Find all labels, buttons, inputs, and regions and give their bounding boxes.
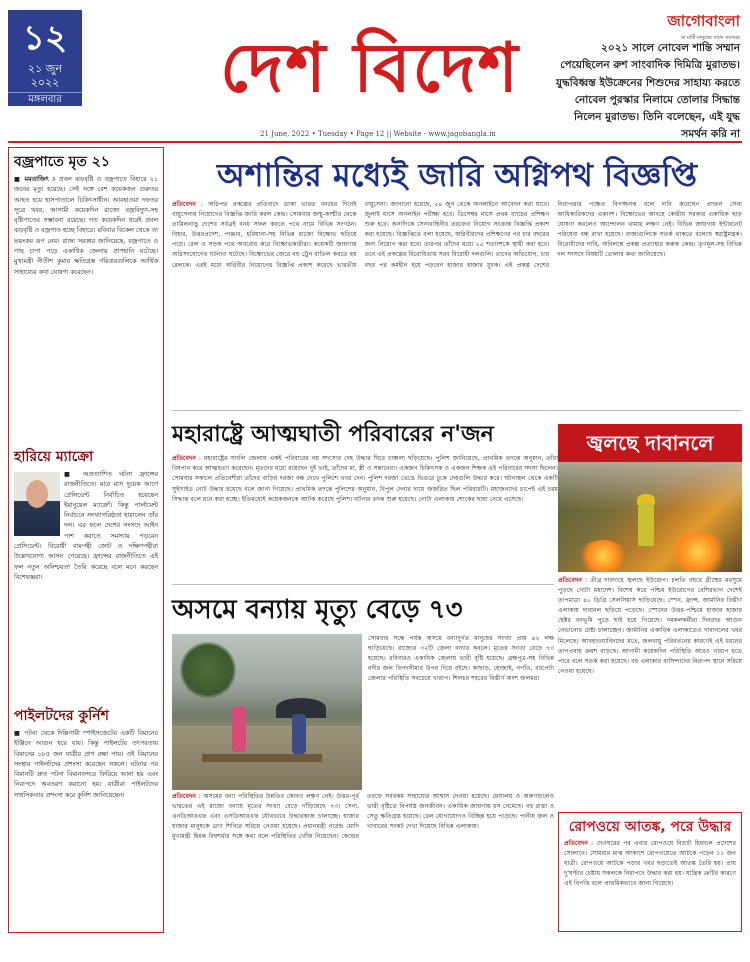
assam-body: অসমের বন্যা পরিস্থিতির উন্নতির কোনও লক্ষণ নেই। উত্তর-পূর্ব ভারতের এই রাজ্যে বন্যায় মৃতের সংখ্যা বেড়ে দাঁড়িয়েছে ৭৩। সেনা, এনডিআরএফ এবং এসডিআরএফ যৌথভাবে উদ্ধারকাজ চালাচ্ছে। হাজার হাজার মানুষকে ত্রাণ শিবিরে সরিয়ে নেওয়া হয়েছে। প্রধানমন্ত্রী নরেন্দ্র মোদি মুখ্যমন্ত্রী হিমন্ত বিশ্বশর্মার সঙ্গে কথা বলে পরিস্থিতির খোঁজ নিয়েছেন। কেন্দ্রের তরফে সবরকম সাহায্যের আশ্বাস দেওয়া হয়েছে। মেঘালয় ও অরুণাচলেও ভারী বৃষ্টিতে বিপর্যস্ত জনজীবন। একাধিক জায়গায় ধস নেমেছে। বহু রাস্তা ও সেতু ক্ষতিগ্রস্ত হয়েছে। রেল যোগাযোগও বিচ্ছিন্ন হয়ে পড়েছে। পানীয় জল ও খাবারের সংকট দেখা দিয়েছে বিভিন্ন এলাকায়। [172,793,554,841]
pilots-body: পটনা থেকে দিল্লিগামী স্পাইসজেটের একটি বিমানের ইঞ্জিনে আগুন ধরে যায়। কিন্তু পাইলটের তৎপরতায় বিমানের ১৮৫ জন যাত্রীর প্রাণ রক্ষা পায়। ওই বিমানের সংস্থার পাইলটদের প্রশংসা করেছেন সকলে। ঘটনার পর বিমানটি দ্রুত পটনা বিমানবন্দরে ফিরিয়ে আনা হয় এবং নিরাপদে অবতরণ করানো হয়। যাত্রীরা পাইলটদের সাহসিকতার প্রশংসা করে কুর্নিশ জানিয়েছেন। [14,730,158,799]
assam-right-text: সোমবার সন্ধে পর্যন্ত অসমে বন্যাদুর্গত মানুষের সংখ্যা প্রায় ৪২ লক্ষ ছাড়িয়েছে। রাজ্যের ৩২টি জেলা বন্যার কবলে। মৃতের সংখ্যা বেড়ে ৭৩ হয়েছে। রবিবারও একাধিক জেলায় ভারী বৃষ্টি হয়েছে। ব্রহ্মপুত্র-সহ বিভিন্ন নদীর জল বিপদসীমার উপর দিয়ে বইছে। কাছাড়, হোজাই, নগাঁও, বরপেটা জেলার পরিস্থিতি সবচেয়ে খারাপ। শিলচর শহরের বিস্তীর্ণ অংশ জলমগ্ন। [368,635,554,683]
divider [172,410,742,411]
tree [178,642,238,698]
brand-tagline: মা মাটি মানুষের সাথে সবসময় [681,35,740,41]
wildfire-title: জ্বলছে দাবানলে [558,424,742,462]
flame [578,540,628,572]
header-teaser: ২০২১ সালে নোবেল শান্তি সম্মান পেয়েছিলেন রুশ সাংবাদিক দিমিত্রি মুরাতভ। যুদ্ধবিধ্বস্ত ইউক্রেনের শিশুদের সাহায্য করতে নোবেল পুরস্কার নিলামে তোলার সিদ্ধান্ত নিলেন মুরাতভ। তিনি বলেছেন, এই যুদ্ধ সমর্থন করি না [556,42,740,141]
assam-bottom-text: প্রতিবেদন : অসমের বন্যা পরিস্থিতির উন্নতির কোনও লক্ষণ নেই। উত্তর-পূর্ব ভারতের এই রাজ্যে বন্যায় মৃতের সংখ্যা বেড়ে দাঁড়িয়েছে ৭৩। সেনা, এনডিআরএফ এবং এসডিআরএফ যৌথভাবে উদ্ধারকাজ চালাচ্ছে। হাজার হাজার মানুষকে ত্রাণ শিবিরে সরিয়ে নেওয়া হয়েছে। প্রধানমন্ত্রী নরেন্দ্র মোদি মুখ্যমন্ত্রী হিমন্ত বিশ্বশর্মার সঙ্গে কথা বলে পরিস্থিতির খোঁজ নিয়েছেন। কেন্দ্রের তরফে সবরকম সাহায্যের আশ্বাস দেওয়া হয়েছে। মেঘালয় ও অরুণাচলেও ভারী বৃষ্টিতে বিপর্যস্ত জনজীবন। একাধিক জায়গায় ধস নেমেছে। বহু রাস্তা ও সেতু ক্ষতিগ্রস্ত হয়েছে। রেল যোগাযোগও বিচ্ছিন্ন হয়ে পড়েছে। পানীয় জল ও খাবারের সংকট দেখা দিয়েছে বিভিন্ন এলাকায়। [172,793,554,841]
maharashtra-label: প্রতিবেদন [172,455,196,462]
wildfire-text: প্রতিবেদন : তীব্র দাবদাহে জ্বলছে ইউরোপ। চলতি বছরে গ্রীষ্মের মরসুমে পুড়ছে গোটা মহাদেশ। বিশেষ করে পশ্চিম ইউরোপের বেশিরভাগ দেশেই তাপমাত্রা ৪০ ডিগ্রি সেলসিয়াস ছাড়িয়েছে। স্পেন, ফ্রান্স, জার্মানির বিস্তীর্ণ এলাকায় দাবানল ছড়িয়ে পড়েছে। স্পেনের উত্তর-পশ্চিমে হাজার হাজার হেক্টর বনভূমি পুড়ে ছাই হয়ে গিয়েছে। দমকলকর্মীরা দিনরাত আগুন নেভানোর চেষ্টা চালাচ্ছেন। জার্মানির একাধিক এলাকাতেও দাবানলের খবর মিলেছে। আবহাওয়াবিদদের মতে, জলবায়ু পরিবর্তনের কারণেই এই ধরনের তাপপ্রবাহ ক্রমশ বাড়ছে। আগামী কয়েকদিন পরিস্থিতি আরও খারাপ হতে পারে বলে সতর্ক করা হয়েছে। বহু এলাকার বাসিন্দাদের নিরাপদ স্থানে সরিয়ে নেওয়া হয়েছে। [558,577,742,675]
date-year: ২০২২ [30,76,60,89]
raft [202,754,322,762]
thunder-text: ■ মমতাজিৎ ॥ প্রবল ঝড়বৃষ্টি ও বজ্রপাতে বিহারে ২১ জনের মৃত্যু হয়েছে। সেই সঙ্গে বেশ কয়েকজন গুরুতর আহত হয়ে হাসপাতালে চিকিৎসাধীন। আবহাওয়া দফতর সূত্রে খবর, আগামী কয়েকদিন রাজ্যে বজ্রবিদ্যুৎ-সহ বৃষ্টিপাতের সম্ভাবনা রয়েছে। গত কয়েকদিন ধরেই প্রবল ঝড়বৃষ্টি ও বজ্রপাত হচ্ছে বিহারে। রবিবার বিকেল থেকে তা ভয়ংকর রূপ নেয়। রাজ্য সরকার জানিয়েছে, বজ্রপাতে ও গাছ চাপা পড়ে একাধিক জেলায় প্রাণহানি ঘটেছে। মুখ্যমন্ত্রী নীতীশ কুমার ক্ষতিগ্রস্ত পরিবারগুলিকে আর্থিক সাহায্যের কথা ঘোষণা করেছেন। [14,176,158,276]
wildfire-photo [558,462,742,572]
wildfire-body: তীব্র দাবদাহে জ্বলছে ইউরোপ। চলতি বছরে গ্রীষ্মের মরসুমে পুড়ছে গোটা মহাদেশ। বিশেষ করে পশ্চিম ইউরোপের বেশিরভাগ দেশেই তাপমাত্রা ৪০ ডিগ্রি সেলসিয়াস ছাড়িয়েছে। স্পেন, ফ্রান্স, জার্মানির বিস্তীর্ণ এলাকায় দাবানল ছড়িয়ে পড়েছে। স্পেনের উত্তর-পশ্চিমে হাজার হাজার হেক্টর বনভূমি পুড়ে ছাই হয়ে গিয়েছে। দমকলকর্মীরা দিনরাত আগুন নেভানোর চেষ্টা চালাচ্ছেন। জার্মানির একাধিক এলাকাতেও দাবানলের খবর মিলেছে। আবহাওয়াবিদদের মতে, জলবায়ু পরিবর্তনের কারণেই এই ধরনের তাপপ্রবাহ ক্রমশ বাড়ছে। আগামী কয়েকদিন পরিস্থিতি আরও খারাপ হতে পারে বলে সতর্ক করা হয়েছে। বহু এলাকার বাসিন্দাদের নিরাপদ স্থানে সরিয়ে নেওয়া হয়েছে। [558,577,742,675]
thunder-title: বজ্রপাতে মৃত ২১ [14,154,110,170]
divider [172,584,554,585]
thunder-label: মমতাজিৎ [24,176,49,183]
agnipath-body: অগ্নিপথ প্রকল্পের প্রতিবাদে ডাকা ভারত বনধের দিনেই বায়ুসেনায় নিয়োগের বিজ্ঞপ্তি জারি করল কেন্দ্র। সোমবার জম্মু-কাশ্মীর থেকে তামিলনাড়ু দেশের সর্বত্রই বনধ সফল করতে পথে নামে বিভিন্ন সংগঠন। বিহার, উত্তরপ্রদেশ, পাঞ্জাব, হরিয়ানা-সহ বিভিন্ন রাজ্যে বিক্ষোভ ছড়িয়ে পড়ে। রেল ও সড়ক পথে অবরোধ করে বিক্ষোভকারীরা। কয়েকটি জায়গায় অগ্নিসংযোগের ঘটনাও ঘটেছে। বিক্ষোভের জেরে বহু ট্রেন বাতিল করতে হয় রেলকে। এরই মধ্যে অগ্নিবীর নিয়োগের বিজ্ঞপ্তি প্রকাশ করেছে ভারতীয় বায়ুসেনা। জানানো হয়েছে, ২৪ জুন থেকে অনলাইনে আবেদন করা যাবে। জুলাই মাসে অনলাইন পরীক্ষা হবে। ডিসেম্বর মাসে প্রথম ব্যাচের প্রশিক্ষণ শুরু হবে। অন্যদিকে সেনাবাহিনীর তরফেও নিয়োগ সংক্রান্ত বিজ্ঞপ্তি প্রকাশ করা হয়েছে। বিজ্ঞপ্তিতে বলা হয়েছে, অগ্নিবীরদের প্রশিক্ষণের পর চার বছরের জন্য নিয়োগ করা হবে। তারপর তাঁদের মধ্যে ২৫ শতাংশকে স্থায়ী করা হবে। তবে এই প্রকল্পের বিরোধিতায় সরব বিরোধী দলগুলি। তাদের অভিযোগ, চার বছর পর কর্মহীন হয়ে পড়বেন হাজার হাজার যুবক। এই প্রকল্প দেশের নিরাপত্তার পক্ষেও বিপজ্জনক বলে দাবি করেছেন প্রাক্তন সেনা আধিকারিকদের একাংশ। বিক্ষোভের আবহে কেন্দ্রীয় সরকার একাধিক ছাড় ঘোষণা করলেও আন্দোলন থামার লক্ষণ নেই। বিভিন্ন জায়গায় ইন্টারনেট পরিষেবা বন্ধ রাখা হয়েছে। রাজ্যগুলিকে সতর্ক থাকতে বলেছে স্বরাষ্ট্রমন্ত্রক। বিরোধীদের দাবি, অবিলম্বে প্রকল্প প্রত্যাহার করুক কেন্দ্র। তৃণমূল-সহ বিভিন্ন দল সংসদে বিষয়টি তোলার কথা জানিয়েছে। [172,201,742,269]
ropeway-body: দেওঘরের পর এবার রোপওয়ে বিভ্রাট হিমাচল প্রদেশের সোলানে। সোমবার মাঝ আকাশে রোপওয়েতে আটকে পড়েন ১১ জন যাত্রী। রোপওয়ে আটকে পড়ার খবর ছড়াতেই আতঙ্ক তৈরি হয়। প্রায় দু'ঘণ্টার চেষ্টায় সকলকে নিরাপদে উদ্ধার করা হয়। যান্ত্রিক ত্রুটির কারণে এই বিপত্তি বলে প্রাথমিকভাবে জানা গিয়েছে। [564,840,736,888]
ropeway-title: রোপওয়ে আতঙ্ক, পরে উদ্ধার [568,819,732,835]
maharashtra-headline: মহারাষ্ট্রে আত্মঘাতী পরিবারের ন'জন [172,421,494,447]
macron-title: হারিয়ে ম্যাক্রো [14,449,94,465]
left-column [8,147,164,933]
brand-logo [620,10,740,43]
date-day: ২১ জুন [27,62,63,75]
page-number: ১২ [22,18,68,58]
person [232,706,246,752]
wildfire-label: প্রতিবেদন [558,577,582,584]
ropeway-text: প্রতিবেদন : দেওঘরের পর এবার রোপওয়ে বিভ্রাট হিমাচল প্রদেশের সোলানে। সোমবার মাঝ আকাশে রোপওয়েতে আটকে পড়েন ১১ জন যাত্রী। রোপওয়ে আটকে পড়ার খবর ছড়াতেই আতঙ্ক তৈরি হয়। প্রায় দু'ঘণ্টার চেষ্টায় সকলকে নিরাপদে উদ্ধার করা হয়। যান্ত্রিক ত্রুটির কারণে এই বিপত্তি বলে প্রাথমিকভাবে জানা গিয়েছে। [564,840,736,888]
flood-photo [172,634,362,790]
meta-line: 21 June, 2022 • Tuesday • Page 12 || Website - www.jagobangla.in [260,130,496,138]
agnipath-text: প্রতিবেদন : অগ্নিপথ প্রকল্পের প্রতিবাদে ডাকা ভারত বনধের দিনেই বায়ুসেনায় নিয়োগের বিজ্ঞপ্তি জারি করল কেন্দ্র। সোমবার জম্মু-কাশ্মীর থেকে তামিলনাড়ু দেশের সর্বত্রই বনধ সফল করতে পথে নামে বিভিন্ন সংগঠন। বিহার, উত্তরপ্রদেশ, পাঞ্জাব, হরিয়ানা-সহ বিভিন্ন রাজ্যে বিক্ষোভ ছড়িয়ে পড়ে। রেল ও সড়ক পথে অবরোধ করে বিক্ষোভকারীরা। কয়েকটি জায়গায় অগ্নিসংযোগের ঘটনাও ঘটেছে। বিক্ষোভের জেরে বহু ট্রেন বাতিল করতে হয় রেলকে। এরই মধ্যে অগ্নিবীর নিয়োগের বিজ্ঞপ্তি প্রকাশ করেছে ভারতীয় বায়ুসেনা। জানানো হয়েছে, ২৪ জুন থেকে অনলাইনে আবেদন করা যাবে। জুলাই মাসে অনলাইন পরীক্ষা হবে। ডিসেম্বর মাসে প্রথম ব্যাচের প্রশিক্ষণ শুরু হবে। অন্যদিকে সেনাবাহিনীর তরফেও নিয়োগ সংক্রান্ত বিজ্ঞপ্তি প্রকাশ করা হয়েছে। বিজ্ঞপ্তিতে বলা হয়েছে, অগ্নিবীরদের প্রশিক্ষণের পর চার বছরের জন্য নিয়োগ করা হবে। তারপর তাঁদের মধ্যে ২৫ শতাংশকে স্থায়ী করা হবে। তবে এই প্রকল্পের বিরোধিতায় সরব বিরোধী দলগুলি। তাদের অভিযোগ, চার বছর পর কর্মহীন হয়ে পড়বেন হাজার হাজার যুবক। এই প্রকল্প দেশের নিরাপত্তার পক্ষেও বিপজ্জনক বলে দাবি করেছেন প্রাক্তন সেনা আধিকারিকদের একাংশ। বিক্ষোভের আবহে কেন্দ্রীয় সরকার একাধিক ছাড় ঘোষণা করলেও আন্দোলন থামার লক্ষণ নেই। বিভিন্ন জায়গায় ইন্টারনেট পরিষেবা বন্ধ রাখা হয়েছে। রাজ্যগুলিকে সতর্ক থাকতে বলেছে স্বরাষ্ট্রমন্ত্রক। বিরোধীদের দাবি, অবিলম্বে প্রকল্প প্রত্যাহার করুক কেন্দ্র। তৃণমূল-সহ বিভিন্ন দল সংসদে বিষয়টি তোলার কথা জানিয়েছে। [172,201,742,269]
firefighter [638,502,654,546]
ropeway-label: প্রতিবেদন [564,840,588,847]
maharashtra-body: মহারাষ্ট্রের সাংলি জেলায় একই পরিবারের নয় সদস্যের দেহ উদ্ধার ঘিরে চাঞ্চল্য ছড়িয়েছে। পুলিশ জানিয়েছে, প্রাথমিক তদন্তে অনুমান, তাঁরা বিষপান করে আত্মহত্যা করেছেন। মৃতদের মধ্যে রয়েছেন দুই ভাই, তাঁদের মা, স্ত্রী ও সন্তানেরা। একজন চিকিৎসক ও একজন শিক্ষক এই পরিবারের সদস্য ছিলেন। সোমবার সকালে প্রতিবেশীরা তাঁদের বাড়ির দরজা বন্ধ দেখে পুলিশে খবর দেন। পুলিশ দরজা ভেঙে ভিতরে ঢুকে দেহগুলি উদ্ধার করে। ঘটনাস্থল থেকে একটি সুইসাইড নোট উদ্ধার হয়েছে বলে জানা গিয়েছে। প্রাথমিক তদন্তে পুলিশের অনুমান, বিপুল দেনার দায়ে জর্জরিত ছিল পরিবারটি। মহাজনদের চাপেই এই চরম সিদ্ধান্ত বলে মনে করা হচ্ছে। ইতিমধ্যেই কয়েকজনকে আটক করেছে পুলিশ। ঘটনার তদন্ত শুরু হয়েছে। গোটা এলাকায় শোকের ছায়া নেমে এসেছে। [172,455,558,503]
date-box [8,10,82,106]
macron-body: অপ্রত্যাশিত ঘটনা ফ্রান্সের রাজনীতিতে। মাত্র মাস দুয়েক আগে প্রেসিডেন্ট নির্বাচিত হয়েছেন ইমানুয়েল ম্যাক্রোঁ। কিন্তু পার্লামেন্ট নির্বাচনে সংখ্যাগরিষ্ঠতা হারালেন তাঁর দল। এর ফলে দেশের সংসদে আইন পাশ করাতে সমস্যায় পড়বেন প্রেসিডেন্ট। বিরোধী বামপন্থী জোট ও দক্ষিণপন্থীরা উল্লেখযোগ্য আসন পেয়েছে। ফ্রান্সের রাজনীতিতে এই ফল নতুন অনিশ্চয়তা তৈরি করেছে বলে মনে করছেন বিশেষজ্ঞরা। [14,471,158,581]
weekday: মঙ্গলবার [8,92,82,107]
pilots-title: পাইলটদের কুর্নিশ [14,708,109,724]
brand-name: জাগোবাংলা [667,12,740,30]
person [292,714,306,754]
macron-text: ■ অপ্রত্যাশিত ঘটনা ফ্রান্সের রাজনীতিতে। মাত্র মাস দুয়েক আগে প্রেসিডেন্ট নির্বাচিত হয়েছেন ইমানুয়েল ম্যাক্রোঁ। কিন্তু পার্লামেন্ট নির্বাচনে সংখ্যাগরিষ্ঠতা হারালেন তাঁর দল। এর ফলে দেশের সংসদে আইন পাশ করাতে সমস্যায় পড়বেন প্রেসিডেন্ট। বিরোধী বামপন্থী জোট ও দক্ষিণপন্থীরা উল্লেখযোগ্য আসন পেয়েছে। ফ্রান্সের রাজনীতিতে এই ফল নতুন অনিশ্চয়তা তৈরি করেছে বলে মনে করছেন বিশেষজ্ঞরা। [14,471,158,581]
ropeway-box [558,812,742,932]
masthead: দেশ বিদেশ [220,28,520,108]
pilots-text: ■ পটনা থেকে দিল্লিগামী স্পাইসজেটের একটি বিমানের ইঞ্জিনে আগুন ধরে যায়। কিন্তু পাইলটের তৎপরতায় বিমানের ১৮৫ জন যাত্রীর প্রাণ রক্ষা পায়। ওই বিমানের সংস্থার পাইলটদের প্রশংসা করেছেন সকলে। ঘটনার পর বিমানটি দ্রুত পটনা বিমানবন্দরে ফিরিয়ে আনা হয় এবং নিরাপদে অবতরণ করানো হয়। যাত্রীরা পাইলটদের সাহসিকতার প্রশংসা করে কুর্নিশ জানিয়েছেন। [14,730,158,799]
macron-face [26,480,48,508]
agnipath-label: প্রতিবেদন [172,201,196,208]
assam-headline: অসমে বন্যায় মৃত্যু বেড়ে ৭৩ [172,595,463,625]
assam-label: প্রতিবেদন [172,793,196,800]
thunder-body: প্রবল ঝড়বৃষ্টি ও বজ্রপাতে বিহারে ২১ জনের মৃত্যু হয়েছে। সেই সঙ্গে বেশ কয়েকজন গুরুতর আহত হয়ে হাসপাতালে চিকিৎসাধীন। আবহাওয়া দফতর সূত্রে খবর, আগামী কয়েকদিন রাজ্যে বজ্রবিদ্যুৎ-সহ বৃষ্টিপাতের সম্ভাবনা রয়েছে। গত কয়েকদিন ধরেই প্রবল ঝড়বৃষ্টি ও বজ্রপাত হচ্ছে বিহারে। রবিবার বিকেল থেকে তা ভয়ংকর রূপ নেয়। রাজ্য সরকার জানিয়েছে, বজ্রপাতে ও গাছ চাপা পড়ে একাধিক জেলায় প্রাণহানি ঘটেছে। মুখ্যমন্ত্রী নীতীশ কুমার ক্ষতিগ্রস্ত পরিবারগুলিকে আর্থিক সাহায্যের কথা ঘোষণা করেছেন। [14,176,158,276]
maharashtra-text: প্রতিবেদন : মহারাষ্ট্রের সাংলি জেলায় একই পরিবারের নয় সদস্যের দেহ উদ্ধার ঘিরে চাঞ্চল্য ছড়িয়েছে। পুলিশ জানিয়েছে, প্রাথমিক তদন্তে অনুমান, তাঁরা বিষপান করে আত্মহত্যা করেছেন। মৃতদের মধ্যে রয়েছেন দুই ভাই, তাঁদের মা, স্ত্রী ও সন্তানেরা। একজন চিকিৎসক ও একজন শিক্ষক এই পরিবারের সদস্য ছিলেন। সোমবার সকালে প্রতিবেশীরা তাঁদের বাড়ির দরজা বন্ধ দেখে পুলিশে খবর দেন। পুলিশ দরজা ভেঙে ভিতরে ঢুকে দেহগুলি উদ্ধার করে। ঘটনাস্থল থেকে একটি সুইসাইড নোট উদ্ধার হয়েছে বলে জানা গিয়েছে। প্রাথমিক তদন্তে পুলিশের অনুমান, বিপুল দেনার দায়ে জর্জরিত ছিল পরিবারটি। মহাজনদের চাপেই এই চরম সিদ্ধান্ত বলে মনে করা হচ্ছে। ইতিমধ্যেই কয়েকজনকে আটক করেছে পুলিশ। ঘটনার তদন্ত শুরু হয়েছে। গোটা এলাকায় শোকের ছায়া নেমে এসেছে। [172,455,558,503]
flame [668,532,728,572]
header-rule [8,141,742,143]
agnipath-headline: অশান্তির মধ্যেই জারি অগ্নিপথ বিজ্ঞপ্তি [216,156,698,194]
macron-photo [14,472,60,536]
